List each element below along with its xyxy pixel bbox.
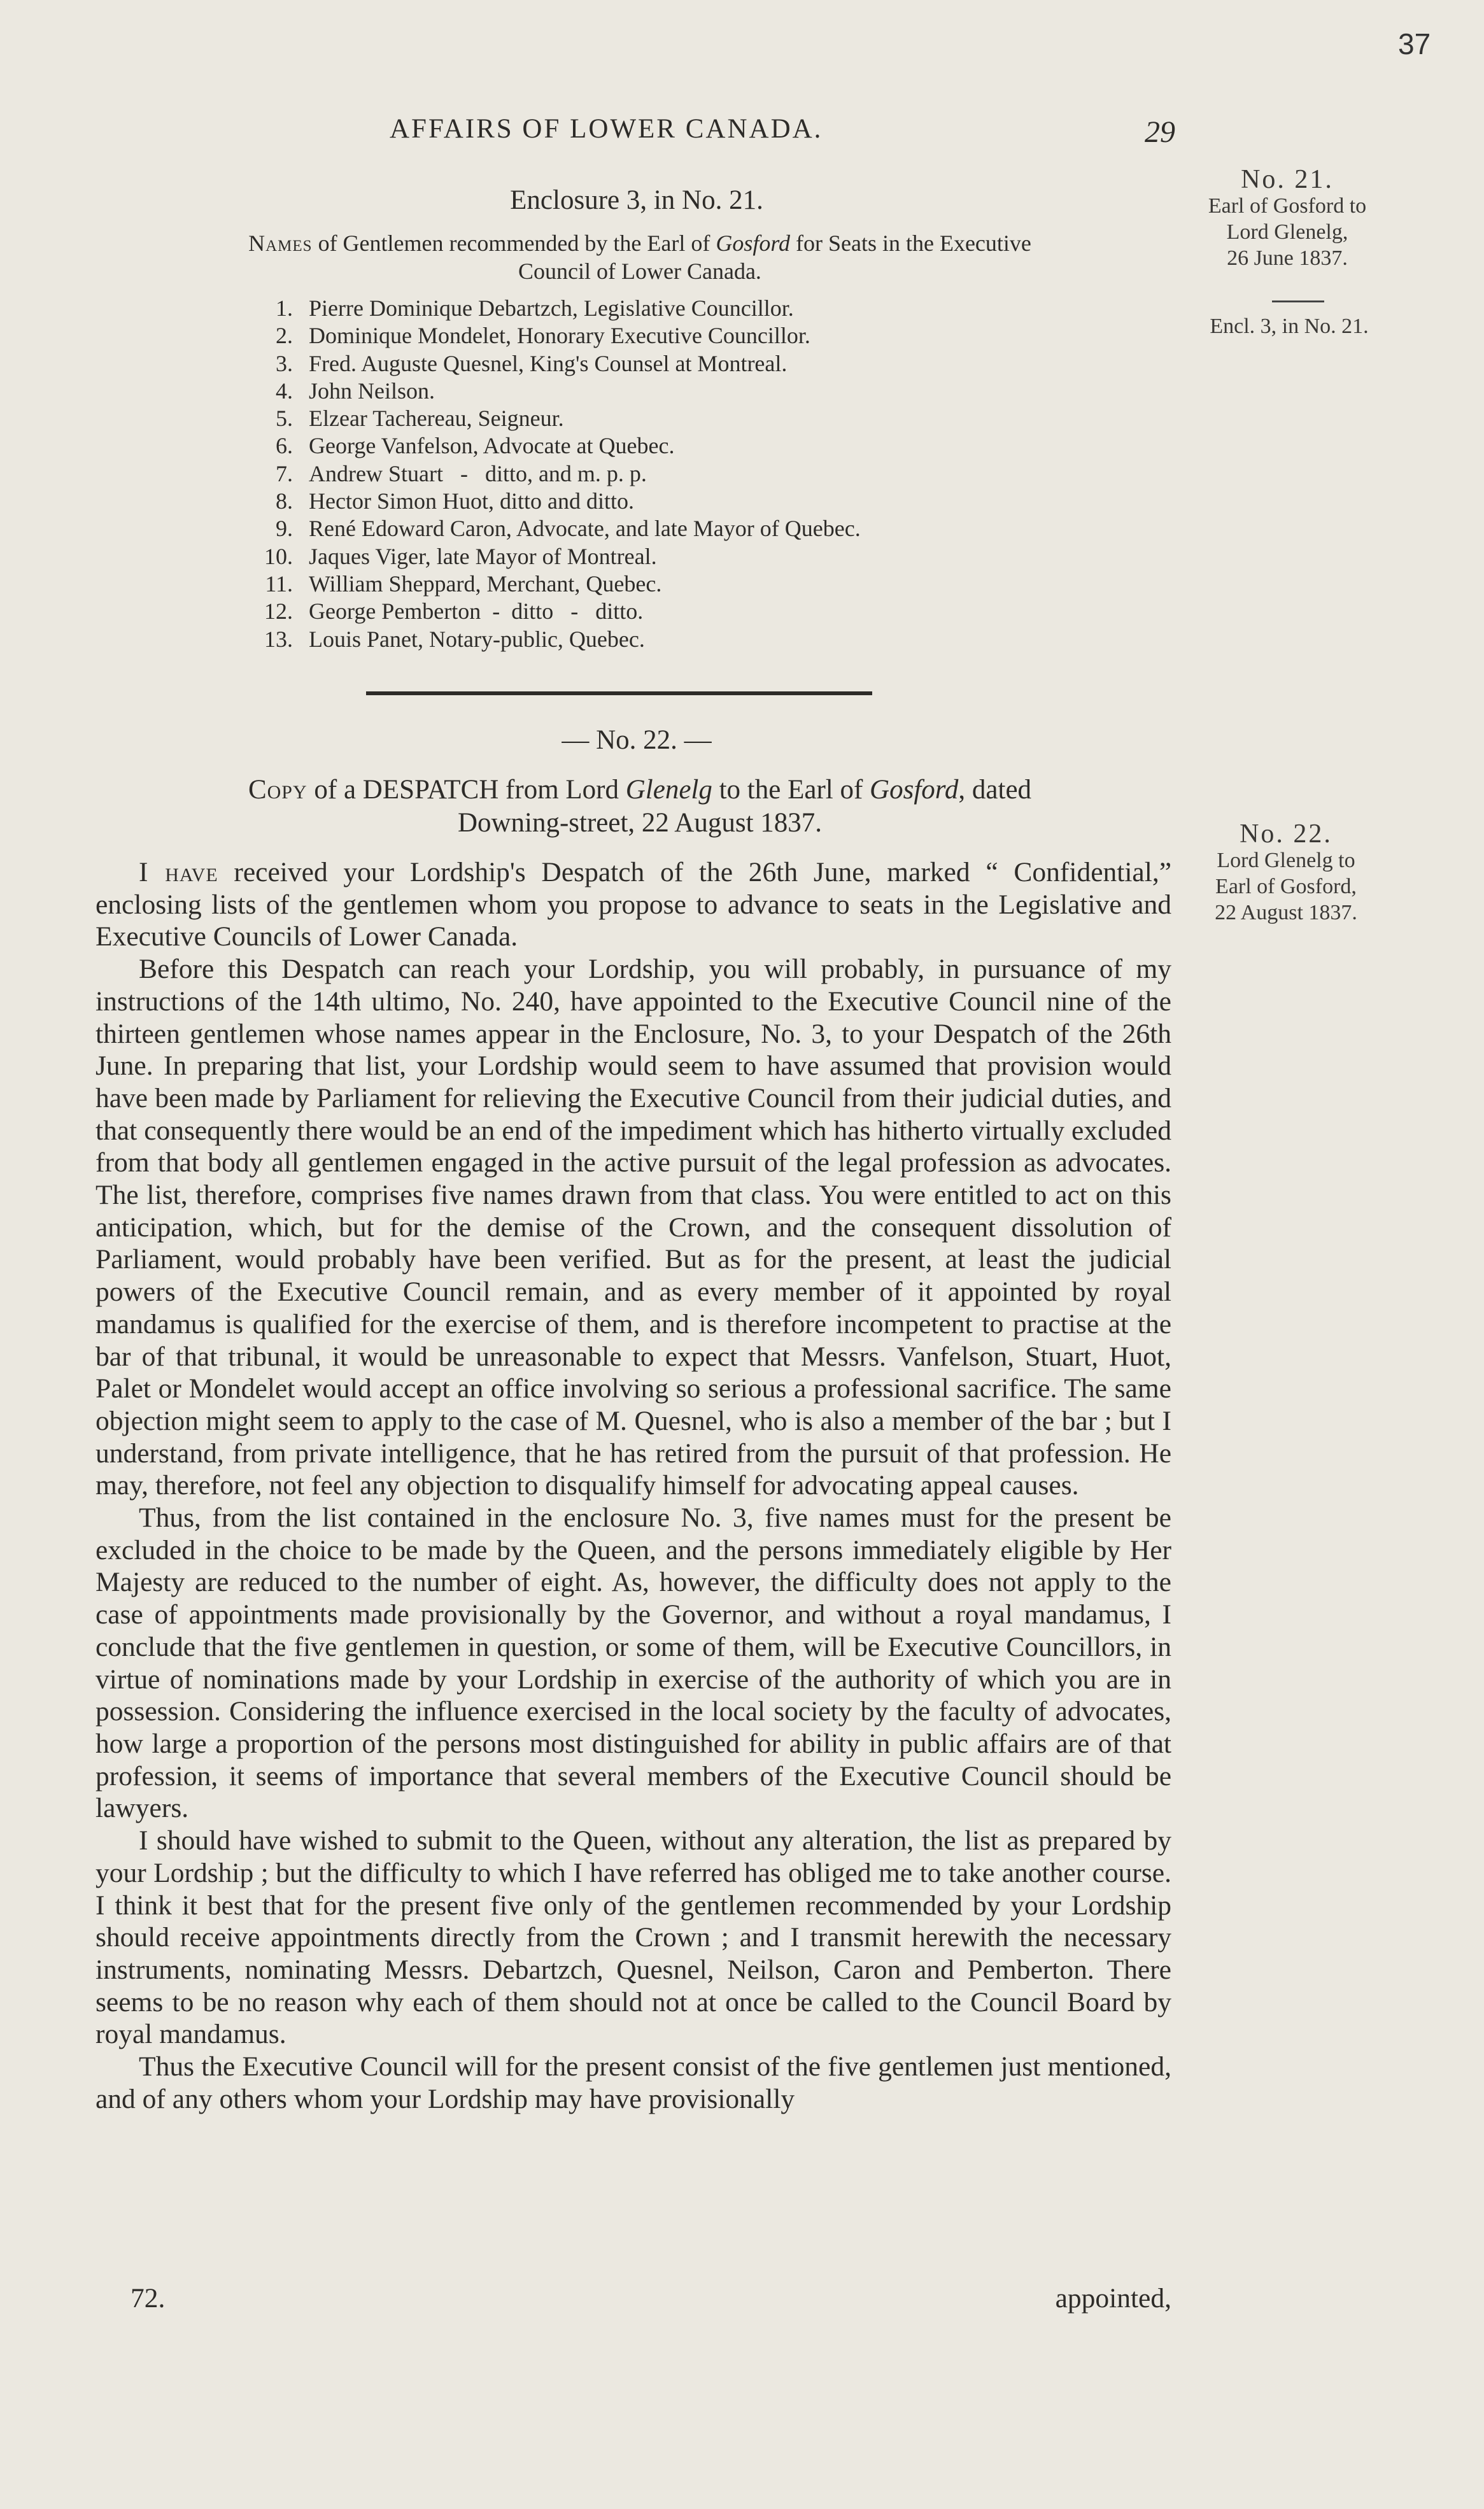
item-number: 5. [276,406,293,432]
list-item [229,570,861,598]
despatch-title [118,774,1162,840]
item-text: George Vanfelson, Advocate at Quebec. [309,433,675,459]
paragraph-text: received your Lordship's Despatch of the 26th June, marked “ Confidential,” enclosing lists of the gentlemen whom you propose to advance to seats in the Legislative and Executive Councils of Lower Canada. [95,857,1171,952]
folio-number: 29 [1145,115,1175,149]
list-item [229,598,861,625]
item-number: 4. [276,378,293,404]
item-number: 3. [276,350,293,376]
title-text: to the Earl of [712,775,870,805]
list-item [229,350,861,378]
item-text: John Neilson. [309,378,435,404]
item-text: George Pemberton - ditto - ditto. [309,598,644,625]
item-text: Dominique Mondelet, Honorary Executive Councillor. [309,323,810,349]
list-item [229,378,861,405]
names-heading [115,229,1165,285]
item-number: 2. [276,323,293,349]
enclosure-title: Enclosure 3, in No. 21. [510,185,763,215]
list-item [229,432,861,460]
sidenote-no-21 [1192,167,1383,271]
title-gosford: Gosford [870,775,959,805]
sidenote-number: No. 22. [1240,819,1332,849]
running-head: AFFAIRS OF LOWER CANADA. [390,114,823,144]
list-item [229,322,861,350]
item-text: Andrew Stuart - ditto, and m. p. p. [309,460,647,486]
paragraph: Thus the Executive Council will for the present consist of the five gentlemen just mentioned, and of any others whom your Lordship may have provisionally [95,2051,1171,2114]
item-text: Louis Panet, Notary-public, Quebec. [309,626,645,652]
paragraph [95,856,1171,953]
names-text: Council of Lower Canada. [518,258,761,284]
sidenote-line: Earl of Gosford, [1215,875,1357,898]
sidenote-no-22 [1184,821,1388,926]
sidenote-divider [1272,300,1324,302]
sidenote-line: Lord Glenelg, [1226,220,1348,244]
item-text: René Edoward Caron, Advocate, and late Mayor of Quebec. [309,516,861,542]
names-text: of Gentlemen recommended by the Earl of [312,230,716,256]
paragraph-lead: I have [139,857,218,887]
item-number: 7. [276,460,293,486]
list-item [229,626,861,653]
page-number: 37 [1398,27,1431,60]
list-item [229,543,861,570]
sidenote-line: Earl of Gosford to [1208,194,1367,218]
despatch-body [95,856,1171,2115]
item-number: 13. [264,626,293,652]
title-text: , dated [958,775,1032,805]
list-item [229,295,861,322]
catchword: appointed, [1055,2283,1171,2314]
list-item [229,488,861,515]
signature-mark: 72. [131,2283,166,2314]
item-text: William Sheppard, Merchant, Quebec. [309,570,662,597]
item-number: 9. [276,516,293,542]
title-text: Downing-street, 22 August 1837. [457,808,823,838]
sidenote-number: No. 21. [1241,165,1334,194]
item-text: Elzear Tachereau, Seigneur. [309,406,564,432]
item-number: 10. [264,543,293,569]
item-text: Fred. Auguste Quesnel, King's Counsel at Montreal. [309,350,788,376]
title-glenelg: Glenelg [625,775,712,805]
sidenote-line: Lord Glenelg to [1217,849,1355,872]
sidenote-enclosure: Encl. 3, in No. 21. [1210,315,1369,338]
item-number: 1. [276,295,293,321]
gentlemen-list [229,295,861,653]
list-item [229,405,861,432]
paragraph: I should have wished to submit to the Queen, without any alteration, the list as prepared by your Lordship ; but the difficulty to which I have referred has obliged me to take another course. I think it best that for the present five only of the gentlemen recommended by your Lordship should receive appointments directly from the Crown ; and I transmit herewith the necessary instruments, nominating Messrs. Debartzch, Quesnel, Neilson, Caron and Pemberton. There seems to be no reason why each of them should not at once be called to the Council Board by royal mandamus. [95,1825,1171,2050]
item-number: 11. [265,570,293,597]
paragraph: Before this Despatch can reach your Lordship, you will probably, in pursuance of my instructions of the 14th ultimo, No. 240, have appointed to the Executive Council nine of the thirteen gentlemen whose names appear in the Enclosure, No. 3, to your Despatch of the 26th June. In preparing that list, your Lordship would seem to have assumed that provision would have been made by Parliament for relieving the Executive Council from their judicial duties, and that consequently there would be an end of the impediment which has hitherto virtually excluded from that body all gentlemen engaged in the active pursuit of the legal profession as advocates. The list, therefore, comprises five names drawn from that class. You were entitled to act on this anticipation, which, but for the demise of the Crown, and the consequent dissolution of Parliament, would probably have been verified. But as for the present, at least the judicial powers of the Executive Council remain, and as every member of it appointed by royal mandamus is qualified for the exercise of them, and is therefore incompetent to practise at the bar of that tribunal, it would be unreasonable to expect that Messrs. Vanfelson, Stuart, Huot, Palet or Mondelet would accept an office involving so serious a professional sacrifice. The same objection might seem to apply to the case of M. Quesnel, who is also a member of the bar ; but I understand, from private intelligence, that he has retired from the pursuit of that profession. He may, therefore, not feel any objection to disqualify himself for advocating appeal causes. [95,954,1171,1501]
paragraph: Thus, from the list contained in the enclosure No. 3, five names must for the present be excluded in the choice to be made by the Queen, and the persons immediately eligible by Her Majesty are reduced to the number of eight. As, however, the difficulty does not apply to the case of appointments made provisionally by the Governor, and without a royal mandamus, I conclude that the five gentlemen in question, or some of them, will be Executive Councillors, in virtue of nominations made by your Lordship in exercise of the authority of which you are in possession. Considering the influence exercised in the local society by the faculty of advocates, how large a proportion of the persons most distinguished for ability in public affairs are of that profession, it seems of importance that several members of the Executive Council should be lawyers. [95,1502,1171,1824]
list-item [229,515,861,542]
list-item [229,460,861,488]
despatch-number: — No. 22. — [562,725,712,755]
names-lead: Names [248,230,313,256]
item-text: Pierre Dominique Debartzch, Legislative Councillor. [309,295,794,321]
title-copy: Copy [248,775,307,805]
names-gosford: Gosford [716,230,791,256]
title-text: of a DESPATCH from Lord [307,775,626,805]
item-text: Hector Simon Huot, ditto and ditto. [309,488,634,514]
sidenote-date: 26 June 1837. [1227,246,1348,270]
item-text: Jaques Viger, late Mayor of Montreal. [309,543,657,569]
item-number: 8. [276,488,293,514]
section-divider [366,691,872,695]
sidenote-date: 22 August 1837. [1215,901,1357,924]
names-text: for Seats in the Executive [790,230,1031,256]
item-number: 12. [264,598,293,625]
item-number: 6. [276,433,293,459]
